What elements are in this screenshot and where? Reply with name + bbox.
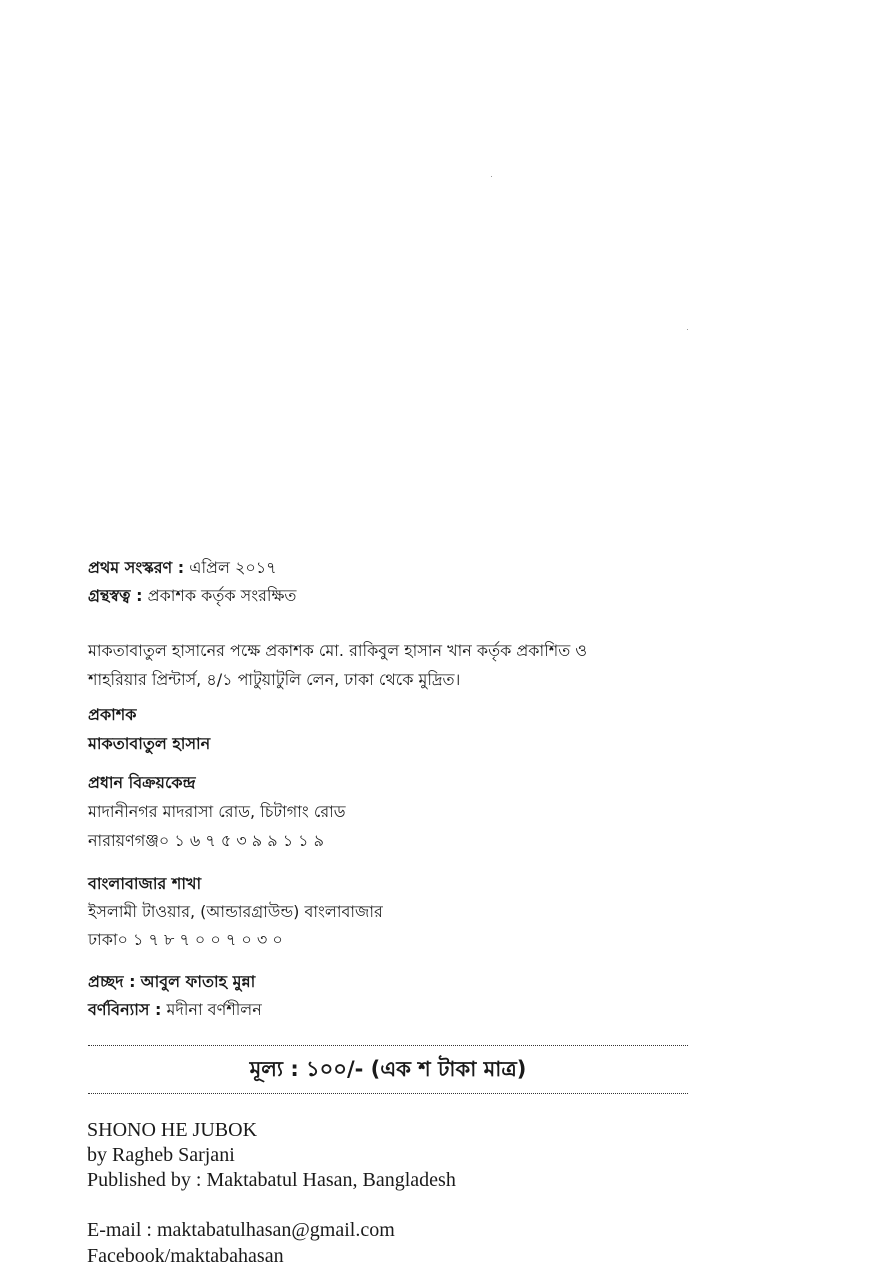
english-facebook: Facebook/maktabahasan: [87, 1245, 284, 1267]
english-email: E-mail : maktabatulhasan@gmail.com: [87, 1219, 395, 1241]
branch-address: ইসলামী টাওয়ার, (আন্ডারগ্রাউন্ড) বাংলাবাজার: [88, 902, 383, 921]
imprint-line-2: শাহরিয়ার প্রিন্টার্স, ৪/১ পাটুয়াটুলি লেন, ঢাকা থেকে মুদ্রিত।: [88, 670, 461, 689]
imprint-line-1: মাকতাবাতুল হাসানের পক্ষে প্রকাশক মো. রাকিবুল হাসান খান কর্তৃক প্রকাশিত ও: [88, 641, 588, 660]
main-sales-heading: প্রধান বিক্রয়কেন্দ্র: [88, 773, 196, 792]
first-edition-line: [88, 558, 277, 578]
english-title: SHONO HE JUBOK: [87, 1119, 258, 1141]
copyright-label: গ্রন্থস্বত্ব :: [88, 586, 143, 605]
first-edition-value: এপ্রিল ২০১৭: [189, 558, 277, 577]
copyright-line: [88, 586, 296, 606]
print-speck: [491, 176, 492, 177]
typesetting-label: বর্ণবিন্যাস :: [88, 1000, 162, 1019]
main-sales-address: মাদানীনগর মাদরাসা রোড, চিটাগাং রোড: [88, 802, 346, 821]
copyright-value: প্রকাশক কর্তৃক সংরক্ষিত: [147, 586, 297, 605]
publisher-heading: প্রকাশক: [88, 705, 137, 724]
branch-heading: বাংলাবাজার শাখা: [88, 874, 202, 893]
branch-contact: ঢাকা০ ১ ৭ ৮ ৭ ০ ০ ৭ ০ ৩ ০: [88, 930, 283, 949]
divider-top: [88, 1045, 688, 1046]
cover-line: [88, 972, 255, 992]
publisher-name: মাকতাবাতুল হাসান: [88, 734, 211, 753]
english-publisher: Published by : Maktabatul Hasan, Bangladesh: [87, 1169, 456, 1191]
price: মূল্য : ১০০/- (এক শ টাকা মাত্র): [249, 1057, 527, 1081]
divider-bottom: [88, 1093, 688, 1094]
typesetting-line: [88, 1000, 262, 1020]
print-speck: [687, 329, 688, 330]
typesetting-value: মদীনা বর্ণশীলন: [166, 1000, 262, 1019]
main-sales-contact: নারায়ণগঞ্জ০ ১ ৬ ৭ ৫ ৩ ৯ ৯ ১ ১ ৯: [88, 831, 325, 850]
first-edition-label: প্রথম সংস্করণ :: [88, 558, 185, 577]
english-author: by Ragheb Sarjani: [87, 1144, 235, 1166]
cover-value: আবুল ফাতাহ মুন্না: [140, 972, 256, 991]
cover-label: প্রচ্ছদ :: [88, 972, 136, 991]
